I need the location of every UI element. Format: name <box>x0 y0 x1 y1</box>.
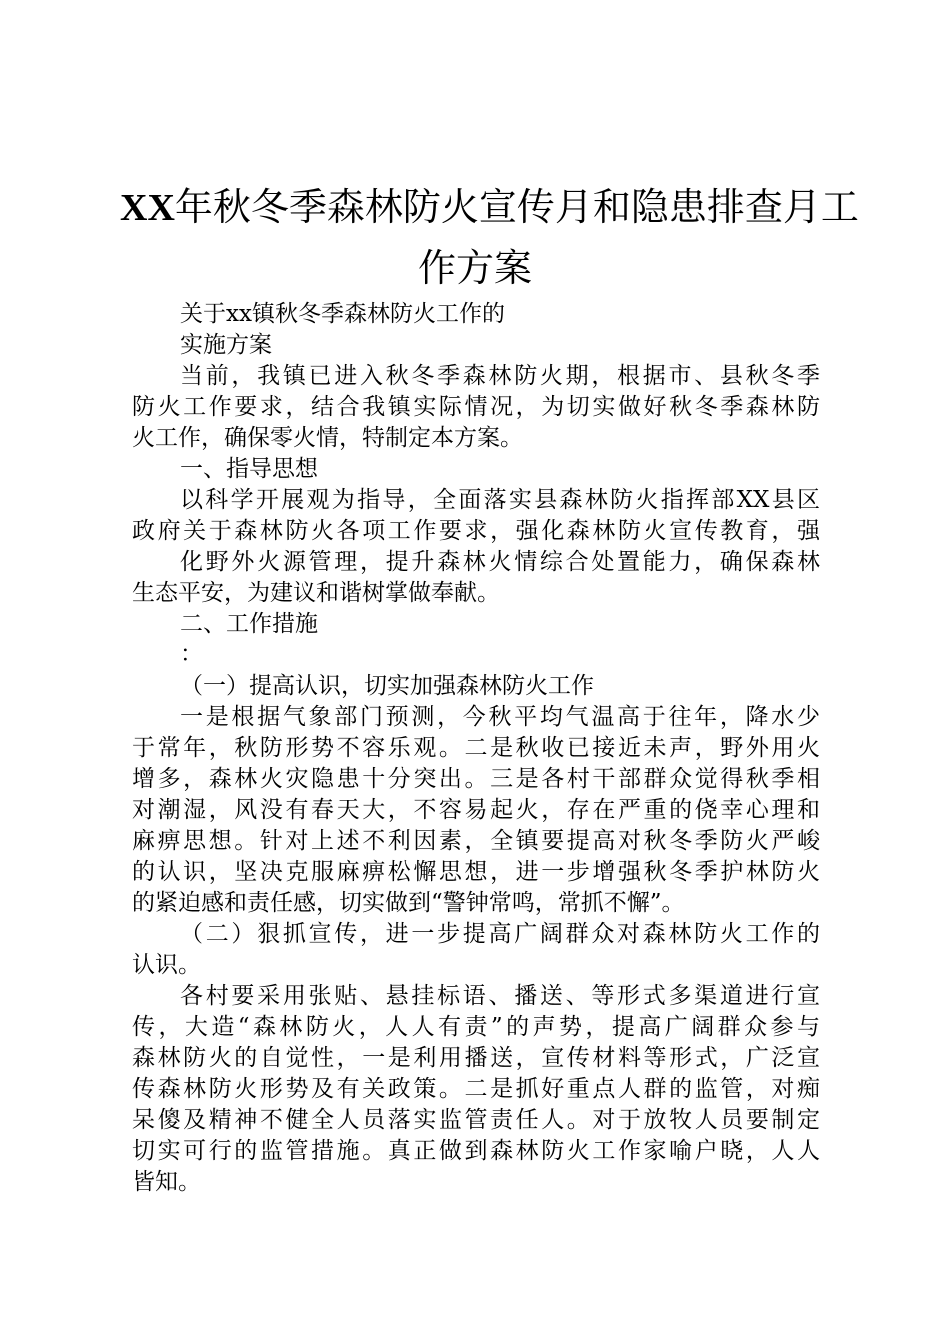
subsection-heading: （一）提高认识，切实加强森林防火工作 <box>180 673 594 699</box>
paragraph-line: 皆知。 <box>132 1169 201 1195</box>
title-text: 年秋冬季森林防火宣传月和隐患排查月工 <box>174 185 859 229</box>
paragraph-line: 麻痹思想。针对上述不利因素，全镇要提高对秋冬季防火严峻 <box>132 828 820 854</box>
document-title-line-2: 作方案 <box>417 246 532 290</box>
paragraph-line: 以科学开展观为指导，全面落实县森林防火指挥部XX县区 <box>180 487 820 513</box>
paragraph-line: 传，大造“森林防火，人人有责”的声势，提高广阔群众参与 <box>132 1014 820 1040</box>
subtitle-line: 关于xx镇秋冬季森林防火工作的 <box>180 301 505 327</box>
paragraph-line: 切实可行的监管措施。真正做到森林防火工作家喻户晓，人人 <box>132 1138 820 1164</box>
section-heading: 一、指导思想 <box>180 456 318 482</box>
paragraph-line: 的认识，坚决克服麻痹松懈思想，进一步增强秋冬季护林防火 <box>132 859 820 885</box>
paragraph-line: 生态平安，为建议和谐树掌做奉献。 <box>132 580 500 606</box>
colon-line: ： <box>180 641 203 667</box>
paragraph-line: 当前，我镇已进入秋冬季森林防火期，根据市、县秋冬季 <box>180 363 820 389</box>
paragraph-line: 各村要采用张贴、悬挂标语、播送、等形式多渠道进行宣 <box>180 983 820 1009</box>
subtitle-line: 实施方案 <box>180 332 272 358</box>
document-title-line-1 <box>120 185 859 229</box>
title-xx-prefix: XX <box>120 187 175 229</box>
paragraph-line: 增多，森林火灾隐患十分突出。三是各村干部群众觉得秋季相 <box>132 766 820 792</box>
paragraph-line: 对潮湿，风没有春天大，不容易起火，存在严重的侥幸心理和 <box>132 797 820 823</box>
paragraph-line: 一是根据气象部门预测，今秋平均气温高于往年，降水少 <box>180 704 820 730</box>
subsection-heading: （二）狠抓宣传，进一步提高广阔群众对森林防火工作的 <box>180 921 820 947</box>
subsection-heading: 认识。 <box>132 952 201 978</box>
paragraph-line: 于常年，秋防形势不容乐观。二是秋收已接近未声，野外用火 <box>132 735 820 761</box>
section-heading: 二、工作措施 <box>180 611 318 637</box>
paragraph-line: 传森林防火形势及有关政策。二是抓好重点人群的监管，对痴 <box>132 1076 820 1102</box>
paragraph-line: 的紧迫感和责任感，切实做到“警钟常鸣，常抓不懈”。 <box>132 890 685 916</box>
paragraph-line: 政府关于森林防火各项工作要求，强化森林防火宣传教育，强 <box>132 518 820 544</box>
paragraph-line: 火工作，确保零火情，特制定本方案。 <box>132 425 523 451</box>
paragraph-line: 防火工作要求，结合我镇实际情况，为切实做好秋冬季森林防 <box>132 394 820 420</box>
paragraph-line: 呆傻及精神不健全人员落实监管责任人。对于放牧人员要制定 <box>132 1107 820 1133</box>
paragraph-line: 化野外火源管理，提升森林火情综合处置能力，确保森林 <box>180 549 820 575</box>
paragraph-line: 森林防火的自觉性，一是利用播送，宣传材料等形式，广泛宣 <box>132 1045 820 1071</box>
